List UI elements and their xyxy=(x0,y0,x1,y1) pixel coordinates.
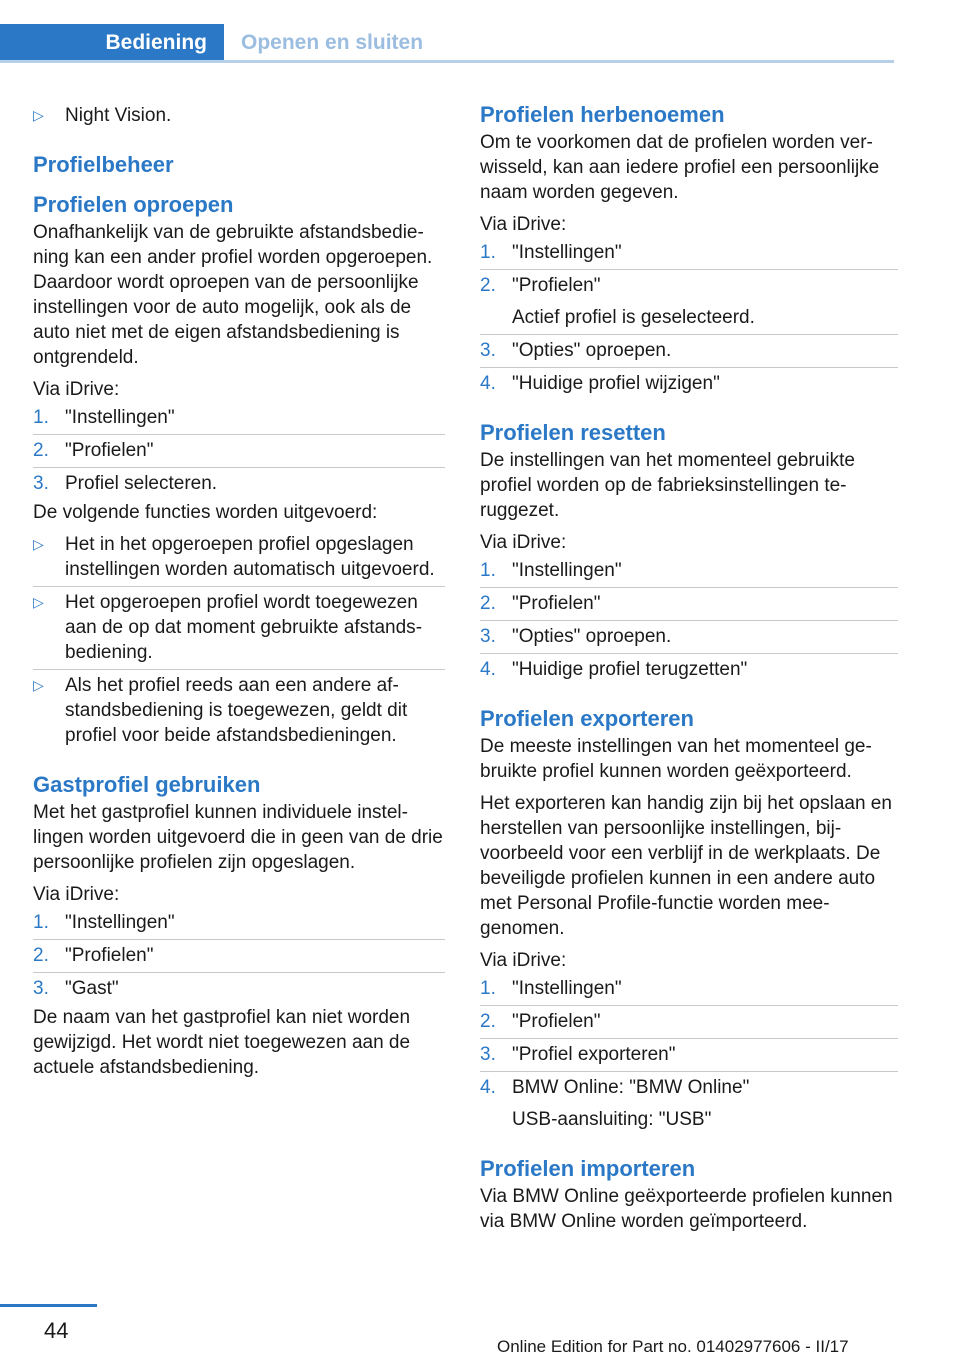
step-text: "Huidige profiel terugzetten" xyxy=(512,659,748,680)
step-number: 1. xyxy=(480,978,496,999)
step-note: Actief profiel is geselecteerd. xyxy=(512,307,755,328)
export-via: Via iDrive: xyxy=(480,950,567,971)
list-item xyxy=(480,973,898,1006)
step-text: BMW Online: "BMW Online" xyxy=(512,1077,750,1098)
rename-steps xyxy=(480,237,898,400)
list-item xyxy=(480,368,898,400)
list-item xyxy=(33,468,445,500)
step-number: 2. xyxy=(480,275,496,296)
left-column xyxy=(33,100,445,1080)
header-divider xyxy=(0,60,894,63)
step-number: 2. xyxy=(33,440,49,461)
step-number: 2. xyxy=(33,945,49,966)
tab-bediening-label: Bediening xyxy=(105,30,207,54)
tab-openen-en-sluiten[interactable] xyxy=(241,24,423,61)
step-text: "Profielen" xyxy=(65,440,154,461)
list-item xyxy=(480,335,898,368)
guest-text: Met het gastprofiel kunnen individuele instellingen worden uitgevoerd die in geen van de drie persoonlijke profielen zijn opgeslagen. xyxy=(33,802,443,873)
list-item xyxy=(33,435,445,468)
guest-note: De naam van het gastprofiel kan niet worden gewijzigd. Het wordt niet toegewezen aan de actuele afstandsbediening. xyxy=(33,1007,411,1078)
recall-heading: Profielen oproepen xyxy=(33,192,234,217)
recall-steps xyxy=(33,402,445,500)
functions-list xyxy=(33,529,445,752)
list-item xyxy=(480,555,898,588)
step-text: "Profiel exporteren" xyxy=(512,1044,676,1065)
list-item-text: Het in het opgeroepen profiel opgeslagen instellingen worden automatisch uitgevoerd. xyxy=(65,534,435,580)
step-text: "Profielen" xyxy=(512,593,601,614)
footer-divider xyxy=(0,1304,97,1307)
guest-steps xyxy=(33,907,445,1005)
step-text: "Profielen" xyxy=(65,945,154,966)
step-number: 1. xyxy=(480,242,496,263)
triangle-bullet-icon: ▷ xyxy=(33,107,44,123)
intro-bullet-list xyxy=(33,100,445,132)
step-number: 3. xyxy=(33,978,49,999)
list-item xyxy=(33,402,445,435)
list-item xyxy=(33,100,445,132)
list-item xyxy=(480,237,898,270)
functions-intro: De volgende functies worden uitgevoerd: xyxy=(33,502,378,523)
step-number: 4. xyxy=(480,373,496,394)
step-text: "Instellingen" xyxy=(512,242,622,263)
list-item xyxy=(33,940,445,973)
step-number: 3. xyxy=(480,1044,496,1065)
import-text: Via BMW Online geëxporteerde profielen kunnen via BMW Online worden geïmporteerd. xyxy=(480,1186,893,1232)
guest-heading: Gastprofiel gebruiken xyxy=(33,772,261,797)
list-item xyxy=(480,1039,898,1072)
step-note: USB-aansluiting: "USB" xyxy=(512,1109,712,1130)
list-item-text: Het opgeroepen profiel wordt toegewezen aan de op dat moment gebruikte afstandsbediening. xyxy=(65,592,423,663)
reset-text: De instellingen van het momenteel gebruikte profiel worden op de fabrieksinstellingen teruggezet. xyxy=(480,450,855,521)
list-item xyxy=(480,654,898,686)
triangle-bullet-icon: ▷ xyxy=(33,677,44,693)
list-item-text: Als het profiel reeds aan een andere afstandsbediening is toegewezen, geldt dit profiel voor beide afstandsbedieningen. xyxy=(65,675,408,746)
list-item xyxy=(33,587,445,670)
step-number: 2. xyxy=(480,593,496,614)
rename-heading: Profielen herbenoemen xyxy=(480,102,725,127)
section-title: Profielbeheer xyxy=(33,152,174,177)
edition-note: Online Edition for Part no. 01402977606 - II/17 xyxy=(497,1337,849,1356)
export-heading: Profielen exporteren xyxy=(480,706,694,731)
triangle-bullet-icon: ▷ xyxy=(33,594,44,610)
list-item xyxy=(33,907,445,940)
page-number: 44 xyxy=(44,1318,69,1343)
step-number: 3. xyxy=(480,340,496,361)
step-number: 2. xyxy=(480,1011,496,1032)
step-number: 1. xyxy=(33,407,49,428)
tab-bediening[interactable] xyxy=(0,24,224,61)
list-item xyxy=(33,529,445,587)
step-text: "Instellingen" xyxy=(512,978,622,999)
list-item xyxy=(33,973,445,1005)
list-item xyxy=(480,1072,898,1136)
rename-via: Via iDrive: xyxy=(480,214,567,235)
step-number: 4. xyxy=(480,1077,496,1098)
export-steps xyxy=(480,973,898,1136)
export-text: De meeste instellingen van het momenteel gebruikte profiel kunnen worden geëxporteerd. xyxy=(480,736,872,782)
page-header xyxy=(0,0,894,63)
step-number: 1. xyxy=(480,560,496,581)
triangle-bullet-icon: ▷ xyxy=(33,536,44,552)
list-item xyxy=(480,1006,898,1039)
list-item xyxy=(480,588,898,621)
list-item xyxy=(480,621,898,654)
step-text: "Huidige profiel wijzigen" xyxy=(512,373,720,394)
step-text: "Instellingen" xyxy=(65,407,175,428)
list-item xyxy=(480,270,898,335)
step-text: "Instellingen" xyxy=(512,560,622,581)
right-column xyxy=(480,100,898,1234)
reset-via: Via iDrive: xyxy=(480,532,567,553)
import-heading: Profielen importeren xyxy=(480,1156,696,1181)
list-item xyxy=(33,670,445,752)
step-number: 4. xyxy=(480,659,496,680)
step-number: 1. xyxy=(33,912,49,933)
recall-via: Via iDrive: xyxy=(33,379,120,400)
list-item-text: Night Vision. xyxy=(65,105,172,126)
reset-steps xyxy=(480,555,898,686)
step-text: "Gast" xyxy=(65,978,119,999)
step-number: 3. xyxy=(33,473,49,494)
step-number: 3. xyxy=(480,626,496,647)
export-text-2: Het exporteren kan handig zijn bij het opslaan en herstellen van persoonlijke instellingen, bijvoorbeeld voor een verblijf in de werkplaats. De beveiligde profielen kunnen in een andere auto met Personal Profile-functie worden meegenomen. xyxy=(480,793,892,939)
rename-text: Om te voorkomen dat de profielen worden verwisseld, kan aan iedere profiel een persoonlijke naam worden gegeven. xyxy=(480,132,880,203)
step-text: "Profielen" xyxy=(512,1011,601,1032)
step-text: "Instellingen" xyxy=(65,912,175,933)
step-text: Profiel selecteren. xyxy=(65,473,218,494)
step-text: "Profielen" xyxy=(512,275,601,296)
guest-via: Via iDrive: xyxy=(33,884,120,905)
step-text: "Opties" oproepen. xyxy=(512,340,672,361)
reset-heading: Profielen resetten xyxy=(480,420,666,445)
step-text: "Opties" oproepen. xyxy=(512,626,672,647)
tab-openen-en-sluiten-label: Openen en sluiten xyxy=(241,30,424,54)
recall-text: Onafhankelijk van de gebruikte afstandsbediening kan een ander profiel worden opgeroepen. Daardoor wordt oproepen van de persoonlijke instellingen voor de auto mogelijk, ook als de auto niet met de eigen afstandsbediening is ontgrendeld. xyxy=(33,222,433,368)
